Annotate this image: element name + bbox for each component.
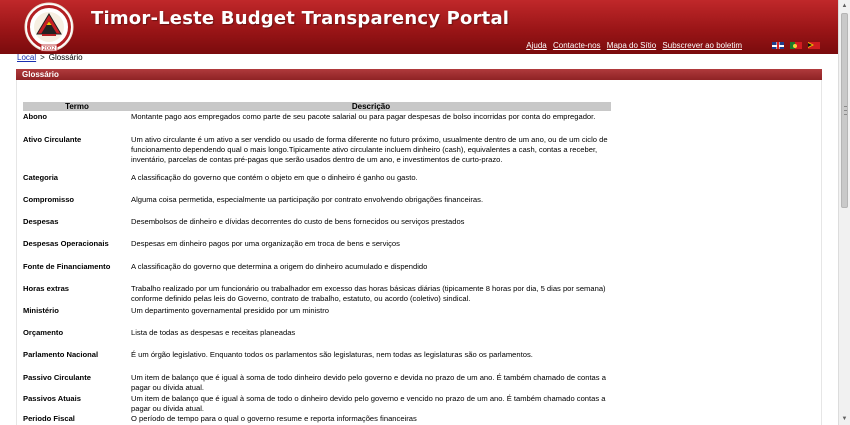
help-link[interactable]: Ajuda [526,41,547,50]
glossary-description: Um item de balanço que é igual à soma de todo o dinheiro devido pelo governo e vencido no prazo de um ano. É também chamado contas a pagar ou dívida atual. [131,394,606,413]
glossary-term: Parlamento Nacional [23,350,99,359]
glossary-term: Fonte de Financiamento [23,262,111,271]
glossary-description: Um item de balanço que é igual à soma de todo dinheiro devido pelo governo e devida no prazo de um ano. É também chamado de contas a pagar ou dívida atual. [131,373,606,392]
table-row [23,284,611,304]
glossary-description: Alguma coisa permetida, especialmente ua participação por contrato envolvendo obrigações financeiras. [131,195,484,204]
glossary-description: É um órgão legislativo. Enquanto todos os parlamentos são legislaturas, nem todas as legislaturas são os parlamentos. [131,350,533,359]
contact-link[interactable]: Contacte-nos [552,41,601,50]
glossary-term: Categoria [23,173,59,182]
glossary-description: A classificação do governo que contém o objeto em que o dinheiro é ganho ou gasto. [131,173,418,182]
breadcrumb [17,53,83,62]
table-row [23,195,611,205]
glossary-description: Um departimento governamental presidido por um ministro [131,306,329,315]
timor-leste-emblem-icon[interactable] [20,1,78,55]
tetum-flag-icon[interactable] [808,42,820,49]
language-selector [772,42,820,49]
glossary-description: Desembolsos de dinheiro e dívidas decorrentes do custo de bens fornecidos ou serviços prestados [131,217,465,226]
table-row [23,173,611,183]
term-column-header: Termo [65,102,89,111]
glossary-table [23,102,611,423]
breadcrumb-separator: > [40,53,45,62]
table-row [23,239,611,249]
vertical-scrollbar[interactable] [838,0,850,425]
glossary-term: Orçamento [23,328,64,337]
table-row [23,328,611,338]
glossary-term: Ativo Circulante [23,135,82,144]
scrollbar-thumb[interactable] [841,13,848,208]
scroll-down-arrow-icon[interactable]: ▼ [841,416,848,422]
breadcrumb-current: Glossário [48,53,83,62]
svg-text:2002: 2002 [42,46,56,52]
scroll-up-arrow-icon[interactable]: ▲ [841,3,848,9]
english-flag-icon[interactable] [772,42,784,49]
sitemap-link[interactable]: Mapa do Sítio [606,41,657,50]
table-row [23,217,611,227]
glossary-term: Passivo Circulante [23,373,91,382]
site-title: Timor-Leste Budget Transparency Portal [91,8,510,29]
top-links [522,41,742,50]
glossary-term: Abono [23,112,48,121]
glossary-description: Despesas em dinheiro pagos por uma organização em troca de bens e serviços [131,239,400,248]
glossary-term: Compromisso [23,195,75,204]
glossary-description: A classificação do governo que determina a origem do dinheiro acumulado e dispendido [131,262,428,271]
table-header [23,102,611,111]
table-row [23,112,611,122]
section-title-bar: Glossário [16,69,822,80]
description-column-header: Descrição [351,102,391,111]
glossary-term: Horas extras [23,284,70,293]
glossary-description: Trabalho realizado por um funcionário ou trabalhador em excesso das horas básicas diárias (tipicamente 8 horas por dia, 5 dias por semana) conforme definido pelas leis do Governo, contrato de trabalho, estatuto, ou acordo (coletivo) sindical. [131,284,606,303]
table-row [23,135,611,165]
subscribe-newsletter-link[interactable]: Subscrever ao boletim [662,41,742,50]
glossary-term: Ministério [23,306,59,315]
glossary-term: Periodo Fiscal [23,414,75,423]
glossary-term: Passivos Atuais [23,394,81,403]
table-row [23,394,611,414]
glossary-description: Lista de todas as despesas e receitas planeadas [131,328,296,337]
table-row [23,414,611,424]
table-row [23,262,611,272]
breadcrumb-home-link[interactable]: Local [17,53,37,62]
glossary-term: Despesas Operacionais [23,239,109,248]
table-row [23,306,611,316]
glossary-description: Um ativo circulante é um ativo a ser vendido ou usado de forma diferente no futuro próximo, usualmente dentro de um ano, ou de um ciclo de funcionamento dependendo qual o mais longo.Tipicamente ativo circulante incluem dinheiro (cash), equivalentes a cash, contas a receber, inventário, parcelas de contas pré-pagas que serão usados dentro de um ano, e investimentos de curto-prazo. [131,135,608,164]
glossary-description: Montante pago aos empregados como parte de seu pacote salarial ou para pagar despesas de bolso incorridas por conta do empregador. [131,112,596,121]
glossary-term: Despesas [23,217,59,226]
scrollbar-grip-icon [844,106,847,115]
table-row [23,373,611,393]
portuguese-flag-icon[interactable] [790,42,802,49]
table-row [23,350,611,360]
site-header [0,0,838,54]
glossary-description: O período de tempo para o qual o governo resume e reporta informações financeiras [131,414,417,423]
